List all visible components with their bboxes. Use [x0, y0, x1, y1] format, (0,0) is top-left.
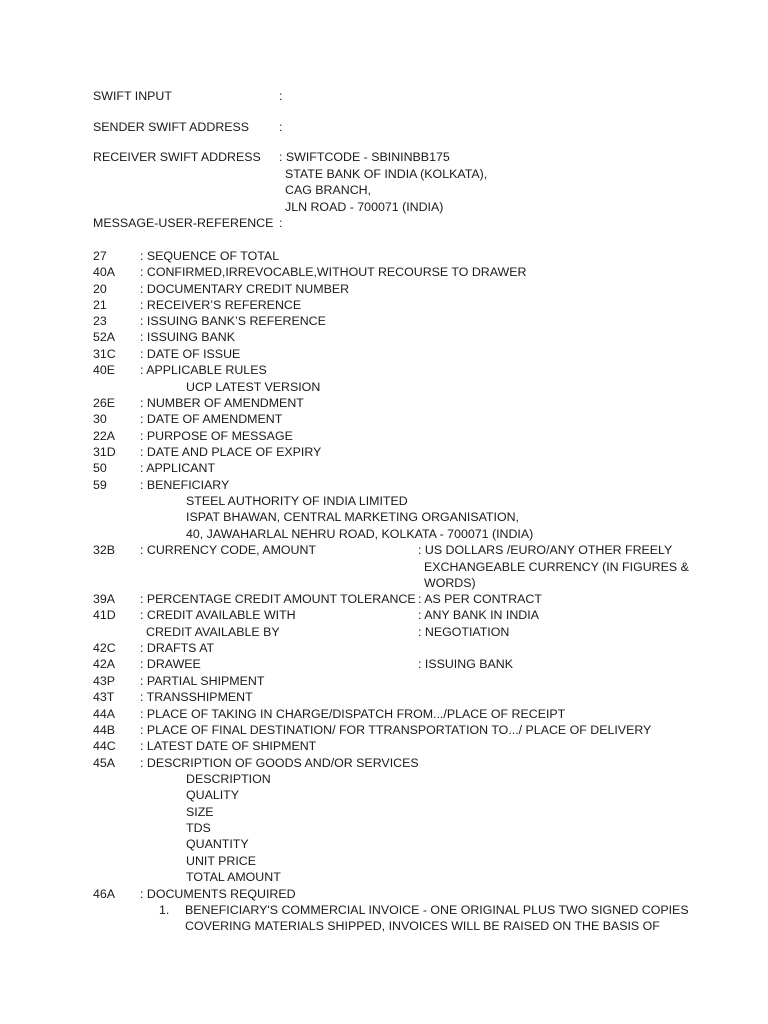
field-description: : NUMBER OF AMENDMENT: [140, 396, 304, 410]
field-tag: 50: [93, 461, 107, 475]
field-tag: 46A: [93, 887, 116, 901]
field-description: : PURPOSE OF MESSAGE: [140, 429, 293, 443]
field-value: : US DOLLARS /EURO/ANY OTHER FREELY: [418, 543, 673, 557]
field-description: : CREDIT AVAILABLE WITH: [140, 608, 296, 622]
field-description: : SEQUENCE OF TOTAL: [140, 249, 280, 263]
field-tag: 21: [93, 298, 107, 312]
field-description: : CONFIRMED,IRREVOCABLE,WITHOUT RECOURSE TO DRAWER: [140, 265, 527, 279]
receiver-swift-address-line: CAG BRANCH,: [285, 183, 372, 197]
beneficiary-line: ISPAT BHAWAN, CENTRAL MARKETING ORGANISATION,: [186, 510, 519, 524]
field-description: : APPLICABLE RULES: [140, 363, 267, 377]
receiver-swift-address-line: : SWIFTCODE - SBININBB175: [279, 150, 450, 164]
field-tag: 39A: [93, 592, 116, 606]
field-tag: 32B: [93, 543, 116, 557]
field-description: : DATE OF ISSUE: [140, 347, 241, 361]
field-sub-line: UCP LATEST VERSION: [186, 380, 321, 394]
field-description: : TRANSSHIPMENT: [140, 690, 253, 704]
field-value: : ANY BANK IN INDIA: [418, 608, 539, 622]
field-description: : PLACE OF FINAL DESTINATION/ FOR TTRANSPORTATION TO.../ PLACE OF DELIVERY: [140, 723, 652, 737]
field-description: : PLACE OF TAKING IN CHARGE/DISPATCH FROM.../PLACE OF RECEIPT: [140, 707, 566, 721]
field-tag: 44A: [93, 707, 116, 721]
field-tag: 30: [93, 412, 107, 426]
field-description: : ISSUING BANK: [140, 330, 236, 344]
field-tag: 40E: [93, 363, 116, 377]
field-description: : DOCUMENTARY CREDIT NUMBER: [140, 282, 350, 296]
field-description: : RECEIVER’S REFERENCE: [140, 298, 302, 312]
field-tag: 41D: [93, 608, 116, 622]
goods-sub-line: DESCRIPTION: [186, 772, 271, 786]
receiver-swift-address-line: JLN ROAD - 700071 (INDIA): [285, 200, 444, 214]
field-value: WORDS): [424, 576, 476, 590]
message-user-reference-separator: :: [279, 216, 283, 230]
field-description: : DRAWEE: [140, 657, 201, 671]
goods-sub-line: TOTAL AMOUNT: [186, 870, 281, 884]
field-tag: 27: [93, 249, 107, 263]
field-description: : DATE AND PLACE OF EXPIRY: [140, 445, 322, 459]
field-tag: 44C: [93, 739, 116, 753]
field-tag: 42C: [93, 641, 116, 655]
field-description: : DATE OF AMENDMENT: [140, 412, 283, 426]
receiver-swift-address-line: STATE BANK OF INDIA (KOLKATA),: [285, 167, 488, 181]
beneficiary-line: STEEL AUTHORITY OF INDIA LIMITED: [186, 494, 408, 508]
list-item-text: COVERING MATERIALS SHIPPED, INVOICES WILL BE RAISED ON THE BASIS OF: [185, 919, 660, 933]
field-description: : DESCRIPTION OF GOODS AND/OR SERVICES: [140, 756, 419, 770]
field-description: : BENEFICIARY: [140, 478, 230, 492]
field-tag: 42A: [93, 657, 116, 671]
field-value: EXCHANGEABLE CURRENCY (IN FIGURES &: [424, 560, 689, 574]
field-tag: 23: [93, 314, 107, 328]
field-tag: 45A: [93, 756, 116, 770]
field-tag: 20: [93, 282, 107, 296]
field-description: CREDIT AVAILABLE BY: [146, 625, 280, 639]
goods-sub-line: UNIT PRICE: [186, 854, 256, 868]
field-tag: 43P: [93, 674, 116, 688]
field-tag: 43T: [93, 690, 115, 704]
field-tag: 31C: [93, 347, 116, 361]
list-item-number: 1.: [159, 903, 170, 917]
field-tag: 26E: [93, 396, 116, 410]
field-value: : ISSUING BANK: [418, 657, 514, 671]
goods-sub-line: QUALITY: [186, 788, 240, 802]
field-tag: 52A: [93, 330, 116, 344]
field-description: : APPLICANT: [140, 461, 216, 475]
field-value: : NEGOTIATION: [418, 625, 510, 639]
field-tag: 22A: [93, 429, 116, 443]
field-tag: 40A: [93, 265, 116, 279]
field-description: : PERCENTAGE CREDIT AMOUNT TOLERANCE: [140, 592, 416, 606]
beneficiary-line: 40, JAWAHARLAL NEHRU ROAD, KOLKATA - 700071 (INDIA): [186, 527, 534, 541]
field-description: : DRAFTS AT: [140, 641, 215, 655]
swift-input-separator: :: [279, 89, 283, 103]
goods-sub-line: TDS: [186, 821, 211, 835]
field-description: : ISSUING BANK’S REFERENCE: [140, 314, 326, 328]
receiver-swift-address-label: RECEIVER SWIFT ADDRESS: [93, 150, 261, 164]
sender-swift-address-separator: :: [279, 120, 283, 134]
field-value: : AS PER CONTRACT: [418, 592, 542, 606]
list-item-text: BENEFICIARY'S COMMERCIAL INVOICE - ONE ORIGINAL PLUS TWO SIGNED COPIES: [185, 903, 689, 917]
field-description: : DOCUMENTS REQUIRED: [140, 887, 296, 901]
field-description: : LATEST DATE OF SHIPMENT: [140, 739, 317, 753]
swift-input-label: SWIFT INPUT: [93, 89, 172, 103]
field-tag: 31D: [93, 445, 116, 459]
goods-sub-line: SIZE: [186, 805, 214, 819]
sender-swift-address-label: SENDER SWIFT ADDRESS: [93, 120, 250, 134]
field-tag: 59: [93, 478, 107, 492]
message-user-reference-label: MESSAGE-USER-REFERENCE: [93, 216, 274, 230]
goods-sub-line: QUANTITY: [186, 837, 249, 851]
field-description: : CURRENCY CODE, AMOUNT: [140, 543, 317, 557]
field-description: : PARTIAL SHIPMENT: [140, 674, 265, 688]
field-tag: 44B: [93, 723, 116, 737]
